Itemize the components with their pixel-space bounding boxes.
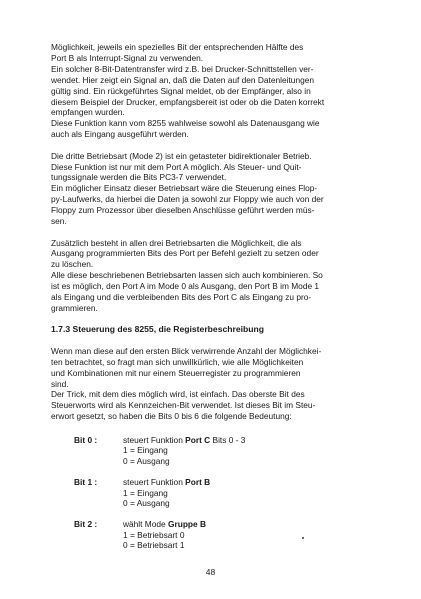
text-line: Diese Funktion kann vom 8255 wahlweise sowohl als Datenausgang wie: [51, 118, 320, 129]
bit-value-line: 0 = Betriebsart 1: [123, 540, 185, 551]
text-line: ten betrachtet, so fragt man sich unwillkürlich, wie alle Möglichkeiten: [51, 356, 304, 367]
stray-dot: [302, 537, 304, 539]
text-line: gültig sind. Ein rückgeführtes Signal meldet, ob der Empfänger, also in: [51, 85, 311, 96]
text-line: Die dritte Betriebsart (Mode 2) ist ein getasteter bidirektionaler Betrieb.: [51, 150, 312, 161]
bit-function-prefix: steuert Funktion: [123, 476, 186, 487]
bit-entry: [51, 477, 389, 509]
text-line: Floppy zum Prozessor über dieselben Anschlüsse geführt werden müs-: [51, 205, 315, 216]
text-line: auch als Eingang ausgeführt werden.: [51, 129, 189, 140]
text-line: grammieren.: [51, 302, 98, 313]
text-line: wendet. Hier zeigt ein Signal an, daß die Daten auf den Datenleitungen: [51, 74, 315, 85]
bit-value-line: 0 = Ausgang: [123, 498, 170, 509]
text-line: py-Laufwerks, da hierbei die Daten ja sowohl zur Floppy wie auch von der: [51, 194, 324, 205]
text-line: Diese Funktion ist nur mit dem Port A möglich. Als Steuer- und Quit-: [51, 161, 302, 172]
text-line: Der Trick, mit dem dies möglich wird, ist einfach. Das oberste Bit des: [51, 389, 305, 400]
page-content: [51, 42, 389, 551]
text-line: Zusätzlich besteht in allen drei Betriebsarten die Möglichkeit, die als: [51, 237, 302, 248]
paragraph-block-1: [51, 42, 389, 140]
bit-function-prefix: steuert Funktion: [123, 434, 186, 445]
text-line: erwort gesetzt, so haben die Bits 0 bis 6 die folgende Bedeutung:: [51, 411, 292, 422]
page-number: 48: [205, 567, 216, 577]
text-line: und Kombinationen mit nur einem Steuerregister zu programmieren: [51, 367, 301, 378]
text-line: Ein möglicher Einsatz dieser Betriebsart wäre die Steuerung eines Flop-: [51, 183, 318, 194]
bit-function-target: Gruppe B: [168, 519, 207, 530]
text-line: diesem Beispiel der Drucker, empfangsbereit ist oder ob die Daten korrekt: [51, 96, 325, 107]
bit-function-prefix: wählt Mode: [123, 519, 168, 530]
bit-entry: [51, 435, 389, 467]
text-line: Wenn man diese auf den ersten Blick verwirrende Anzahl der Möglichkei-: [51, 345, 322, 356]
text-line: ist es möglich, den Port A im Mode 0 als Ausgang, den Port B im Mode 1: [51, 281, 320, 292]
text-line: Port B als Interrupt-Signal zu verwenden.: [51, 52, 204, 63]
text-line: Steuerworts wird als Kennzeichen-Bit verwendet. Ist dieses Bit im Steu-: [51, 400, 316, 411]
bit-description: [123, 519, 389, 551]
bit-entry: [51, 519, 389, 551]
bit-label: Bit 2 :: [74, 519, 98, 530]
bit-value-line: 1 = Eingang: [123, 445, 168, 456]
bit-label: Bit 0 :: [74, 434, 98, 445]
bit-function-target: Port B: [185, 476, 211, 487]
paragraph-block-2: [51, 151, 389, 227]
text-line: zu löschen.: [51, 259, 94, 270]
text-line: Alle diese beschriebenen Betriebsarten lassen sich auch kombinieren. So: [51, 270, 323, 281]
text-line: empfangen wurden.: [51, 107, 125, 118]
text-line: Ein solcher 8-Bit-Datentransfer wird z.B. bei Drucker-Schnittstellen ver-: [51, 63, 314, 74]
paragraph-block-3: [51, 238, 389, 314]
bit-value-line: 1 = Eingang: [123, 487, 168, 498]
section-heading: 1.7.3 Steuerung des 8255, die Registerbeschreibung: [51, 324, 265, 335]
bit-value-line: 0 = Ausgang: [123, 455, 170, 466]
text-line: sen.: [51, 216, 67, 227]
text-line: als Eingang und die verbleibenden Bits des Port C als Eingang zu pro-: [51, 292, 312, 303]
bit-value-line: 1 = Betriebsart 0: [123, 529, 185, 540]
bit-description: [123, 477, 389, 509]
text-line: tungssignale werden die Bits PC3-7 verwendet.: [51, 172, 227, 183]
bit-function-target: Port C: [185, 434, 211, 445]
bit-function: [123, 435, 389, 446]
paragraph-block-4: [51, 346, 389, 422]
bit-function-suffix: Bits 0 - 3: [210, 434, 246, 445]
bit-function: [123, 519, 389, 530]
bit-description: [123, 435, 389, 467]
bit-function: [123, 477, 389, 488]
text-line: Ausgang programmierten Bits des Port per Befehl gezielt zu setzen oder: [51, 248, 319, 259]
bit-label: Bit 1 :: [74, 476, 98, 487]
text-line: sind.: [51, 378, 69, 389]
bit-description-list: [51, 435, 389, 551]
text-line: Möglichkeit, jeweils ein spezielles Bit der entsprechenden Hälfte des: [51, 42, 304, 52]
